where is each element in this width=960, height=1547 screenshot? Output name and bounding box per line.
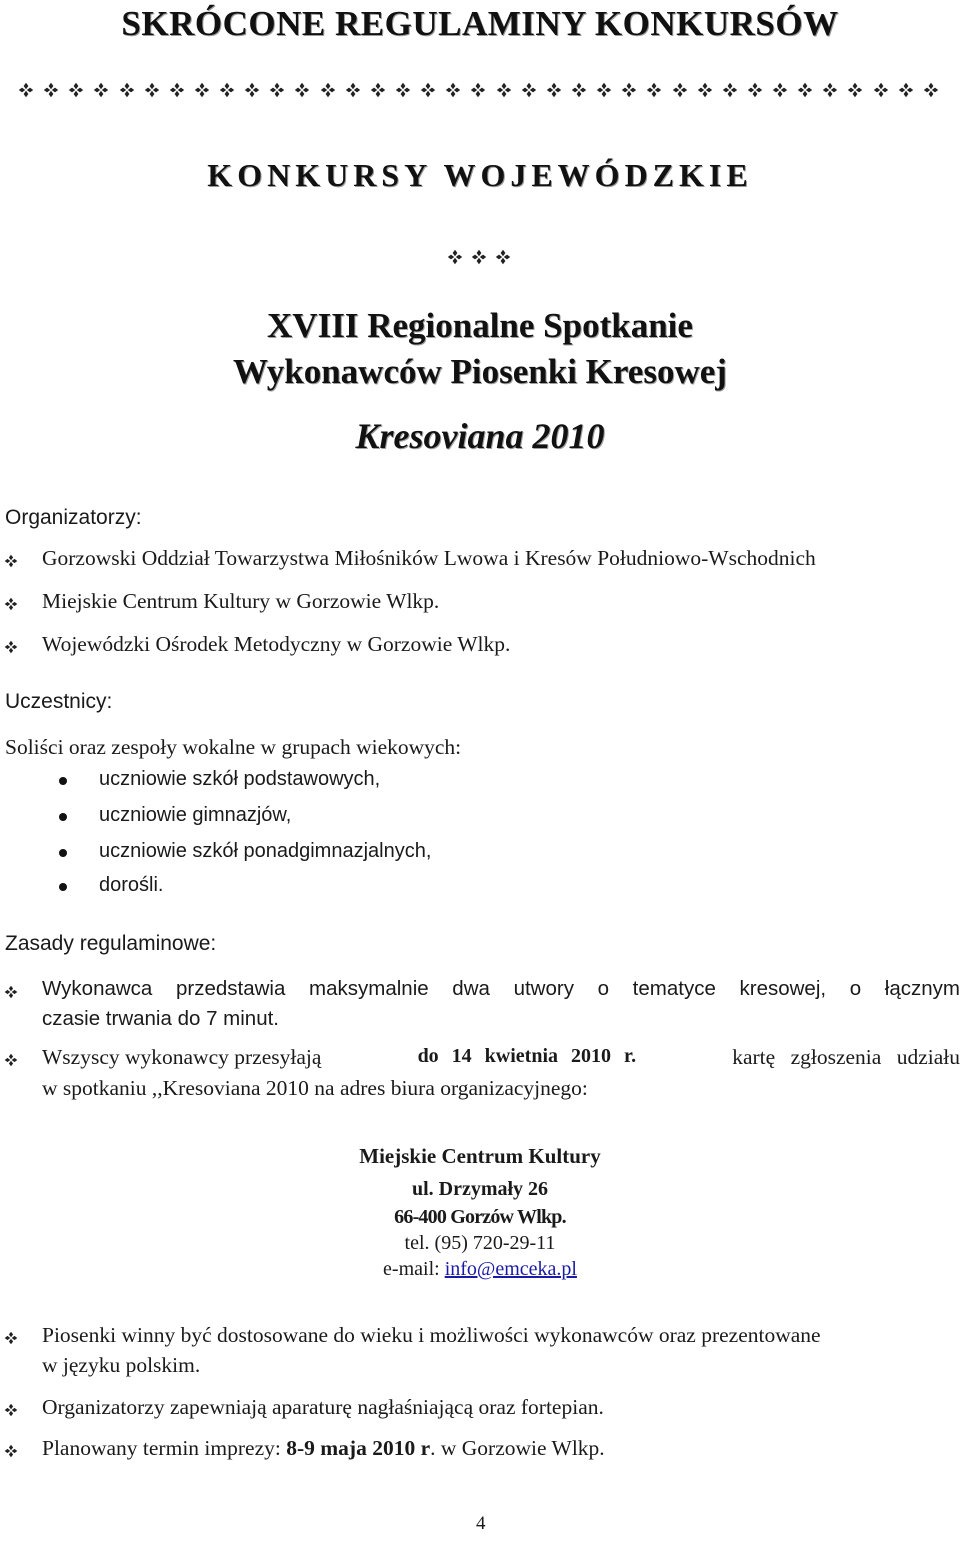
participant-group: uczniowie szkół ponadgimnazjalnych, xyxy=(99,840,432,862)
ornament-icon xyxy=(244,82,264,102)
ornament-icon xyxy=(68,82,88,102)
ornament-icon xyxy=(923,82,943,102)
address-phone: tel. (95) 720-29-11 xyxy=(404,1232,556,1254)
ornament-icon xyxy=(219,82,239,102)
participants-intro: Soliści oraz zespoły wokalne w grupach wiekowych: xyxy=(5,735,462,759)
bullet-icon xyxy=(59,849,67,857)
rule-songs-line2: w języku polskim. xyxy=(42,1353,201,1377)
ornament-icon xyxy=(546,82,566,102)
address-name: Miejskie Centrum Kultury xyxy=(359,1144,601,1168)
event-title-line1: XVIII Regionalne Spotkanie xyxy=(267,306,693,345)
ornament-icon xyxy=(722,82,742,102)
ornament-icon xyxy=(797,82,817,102)
ornament-icon xyxy=(470,82,490,102)
ornament-icon xyxy=(144,82,164,102)
ornament-divider xyxy=(18,80,948,102)
ornament-icon xyxy=(395,82,415,102)
ornament-icon xyxy=(521,82,541,102)
rule-equipment: Organizatorzy zapewniają aparaturę nagłaśniającą oraz fortepian. xyxy=(42,1395,604,1419)
ornament-icon xyxy=(194,82,214,102)
email-label: e-mail: xyxy=(383,1258,445,1280)
diamond-bullet-icon xyxy=(4,554,24,574)
ornament-icon xyxy=(420,82,440,102)
ornament-icon xyxy=(672,82,692,102)
event-title-line2: Wykonawców Piosenki Kresowej xyxy=(233,352,727,391)
ornament-icon xyxy=(571,82,591,102)
rule-2-line1 xyxy=(42,1045,960,1070)
ornament-icon xyxy=(646,82,666,102)
rule-songs-line1: Piosenki winny być dostosowane do wieku i możliwości wykonawców oraz prezentowane xyxy=(42,1323,821,1347)
ornament-icon xyxy=(447,249,467,269)
ornament-icon xyxy=(898,82,918,102)
diamond-bullet-icon xyxy=(4,1403,24,1423)
rule-date-text-a: Planowany termin imprezy: xyxy=(42,1436,281,1460)
rule-2-line2: w spotkaniu ,,Kresoviana 2010 na adres biura organizacyjnego: xyxy=(42,1076,588,1100)
email-link[interactable]: info@emceka.pl xyxy=(444,1258,577,1280)
diamond-bullet-icon xyxy=(4,597,24,617)
ornament-icon xyxy=(747,82,767,102)
ornament-icon xyxy=(43,82,63,102)
ornament-icon xyxy=(822,82,842,102)
page-title: SKRÓCONE REGULAMINY KONKURSÓW xyxy=(121,4,839,43)
page-number: 4 xyxy=(476,1513,486,1534)
ornament-icon xyxy=(370,82,390,102)
participant-group: dorośli. xyxy=(99,874,164,896)
ornament-small-divider xyxy=(447,249,517,269)
ornament-icon xyxy=(471,249,491,269)
rule-1-line1: Wykonawca przedstawia maksymalnie dwa utwory o tematyce kresowej, o łącznym xyxy=(42,977,960,1000)
address-street: ul. Drzymały 26 xyxy=(411,1178,549,1200)
organizer-item: Wojewódzki Ośrodek Metodyczny w Gorzowie Wlkp. xyxy=(42,632,511,656)
ornament-icon xyxy=(119,82,139,102)
ornament-icon xyxy=(269,82,289,102)
diamond-bullet-icon xyxy=(4,1444,24,1464)
rule-2-deadline: do 14 kwietnia 2010 r. xyxy=(417,1045,637,1067)
ornament-icon xyxy=(621,82,641,102)
ornament-icon xyxy=(169,82,189,102)
ornament-icon xyxy=(772,82,792,102)
organizers-heading: Organizatorzy: xyxy=(5,506,142,529)
ornament-icon xyxy=(697,82,717,102)
participant-group: uczniowie szkół podstawowych, xyxy=(99,768,381,790)
address-email xyxy=(0,1258,960,1281)
ornament-icon xyxy=(596,82,616,102)
ornament-icon xyxy=(445,82,465,102)
ornament-icon xyxy=(320,82,340,102)
diamond-bullet-icon xyxy=(4,985,24,1005)
ornament-icon xyxy=(873,82,893,102)
ornament-icon xyxy=(93,82,113,102)
rule-date xyxy=(42,1436,605,1461)
bullet-icon xyxy=(59,813,67,821)
rules-heading: Zasady regulaminowe: xyxy=(5,932,217,955)
ornament-icon xyxy=(294,82,314,102)
participant-group: uczniowie gimnazjów, xyxy=(99,804,292,826)
organizer-item: Miejskie Centrum Kultury w Gorzowie Wlkp. xyxy=(42,589,440,613)
ornament-icon xyxy=(847,82,867,102)
bullet-icon xyxy=(59,777,67,785)
address-city: 66-400 Gorzów Wlkp. xyxy=(394,1206,566,1228)
rule-2-text-b: kartę zgłoszenia udziału xyxy=(732,1045,960,1069)
event-name: Kresoviana 2010 xyxy=(355,416,605,456)
section-title: KONKURSY WOJEWÓDZKIE xyxy=(207,157,753,193)
rule-date-bold: 8-9 maja 2010 r xyxy=(286,1436,431,1460)
bullet-icon xyxy=(59,883,67,891)
ornament-icon xyxy=(345,82,365,102)
ornament-icon xyxy=(18,82,38,102)
diamond-bullet-icon xyxy=(4,1331,24,1351)
ornament-icon xyxy=(495,249,515,269)
organizer-item: Gorzowski Oddział Towarzystwa Miłośników Lwowa i Kresów Południowo-Wschodnich xyxy=(42,546,816,570)
rule-1-line2: czasie trwania do 7 minut. xyxy=(42,1007,280,1030)
ornament-icon xyxy=(496,82,516,102)
participants-heading: Uczestnicy: xyxy=(5,690,113,713)
rule-2-text-a: Wszyscy wykonawcy przesyłają xyxy=(42,1045,322,1069)
diamond-bullet-icon xyxy=(4,640,24,660)
rule-date-text-b: . w Gorzowie Wlkp. xyxy=(430,1436,605,1460)
diamond-bullet-icon xyxy=(4,1053,24,1073)
